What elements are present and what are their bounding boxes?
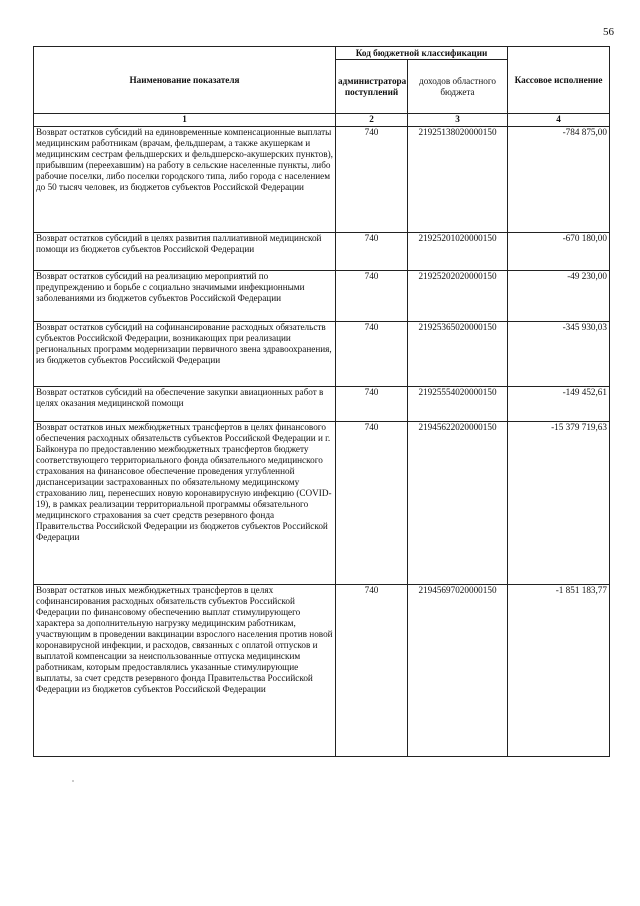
row-admin-code: 740 [336, 233, 408, 271]
row-name: Возврат остатков субсидий в целях развития паллиативной медицинской помощи из бюджетов субъектов Российской Федерации [34, 233, 336, 271]
row-income-code: 21925365020000150 [408, 322, 508, 387]
column-number: 4 [508, 114, 610, 127]
table-row [34, 271, 610, 322]
row-name: Возврат остатков иных межбюджетных трансфертов в целях софинансирования расходных обязательств субъектов Российской Федерации по финансовому обеспечению выплат стимулирующего характера за дополнительную нагрузку медицинским работникам, участвующим в проведении вакцинации взрослого населения против новой коронавирусной инфекции, и расходов, связанных с оплатой отпусков и выплатой компенсации за неиспользованные отпуска медицинским работникам, которым предоставлялись указанные стимулирующие выплаты, за счет средств резервного фонда Правительства Российской Федерации из бюджетов субъектов Российской Федерации [34, 585, 336, 757]
row-income-code: 21925201020000150 [408, 233, 508, 271]
table-row [34, 585, 610, 757]
row-admin-code: 740 [336, 422, 408, 585]
row-amount: -784 875,00 [508, 127, 610, 233]
budget-table [33, 46, 610, 757]
column-number: 3 [408, 114, 508, 127]
row-income-code: 21925202020000150 [408, 271, 508, 322]
header-execution: Кассовое исполнение [508, 47, 610, 114]
header-income: доходов областного бюджета [408, 60, 508, 114]
row-admin-code: 740 [336, 387, 408, 422]
row-name: Возврат остатков субсидий на обеспечение закупки авиационных работ в целях оказания медицинской помощи [34, 387, 336, 422]
row-admin-code: 740 [336, 271, 408, 322]
scan-speck [72, 780, 74, 782]
row-amount: -345 930,03 [508, 322, 610, 387]
header-admin: администратора поступлений [336, 60, 408, 114]
row-income-code: 21945697020000150 [408, 585, 508, 757]
row-income-code: 21925138020000150 [408, 127, 508, 233]
row-admin-code: 740 [336, 585, 408, 757]
row-admin-code: 740 [336, 322, 408, 387]
table-row [34, 422, 610, 585]
row-admin-code: 740 [336, 127, 408, 233]
row-income-code: 21945622020000150 [408, 422, 508, 585]
row-amount: -15 379 719,63 [508, 422, 610, 585]
row-amount: -1 851 183,77 [508, 585, 610, 757]
row-income-code: 21925554020000150 [408, 387, 508, 422]
row-amount: -149 452,61 [508, 387, 610, 422]
table-row [34, 387, 610, 422]
row-amount: -49 230,00 [508, 271, 610, 322]
header-code-group: Код бюджетной классификации [336, 47, 508, 60]
page-number: 56 [603, 26, 614, 38]
row-name: Возврат остатков субсидий на единовременные компенсационные выплаты медицинским работникам (врачам, фельдшерам, а также акушеркам и медицинским сестрам фельдшерских и фельдшерско-акушерских пунктов), прибывшим (переехавшим) на работу в сельские населенные пункты, либо рабочие поселки, либо поселки городского типа, либо города с населением до 50 тысяч человек, из бюджетов субъектов Российской Федерации [34, 127, 336, 233]
row-amount: -670 180,00 [508, 233, 610, 271]
table-row [34, 322, 610, 387]
row-name: Возврат остатков иных межбюджетных трансфертов в целях финансового обеспечения расходных обязательств субъектов Российской Федерации и г. Байконура по предоставлению межбюджетных трансфертов бюджету соответствующего территориального фонда обязательного медицинского страхования на финансовое обеспечение проведения углубленной диспансеризации застрахованных по обязательному медицинскому страхованию лиц, перенесших новую коронавирусную инфекцию (COVID-19), в рамках реализации территориальной программы обязательного медицинского страхования за счет средств резервного фонда Правительства Российской Федерации из бюджетов субъектов Российской Федерации [34, 422, 336, 585]
column-number: 1 [34, 114, 336, 127]
header-name: Наименование показателя [34, 47, 336, 114]
row-name: Возврат остатков субсидий на софинансирование расходных обязательств субъектов Российской Федерации, возникающих при реализации региональных программ модернизации первичного звена здравоохранения, из бюджетов субъектов Российской Федерации [34, 322, 336, 387]
table-row [34, 233, 610, 271]
table-row [34, 127, 610, 233]
row-name: Возврат остатков субсидий на реализацию мероприятий по предупреждению и борьбе с социально значимыми инфекционными заболеваниями из бюджетов субъектов Российской Федерации [34, 271, 336, 322]
column-number: 2 [336, 114, 408, 127]
